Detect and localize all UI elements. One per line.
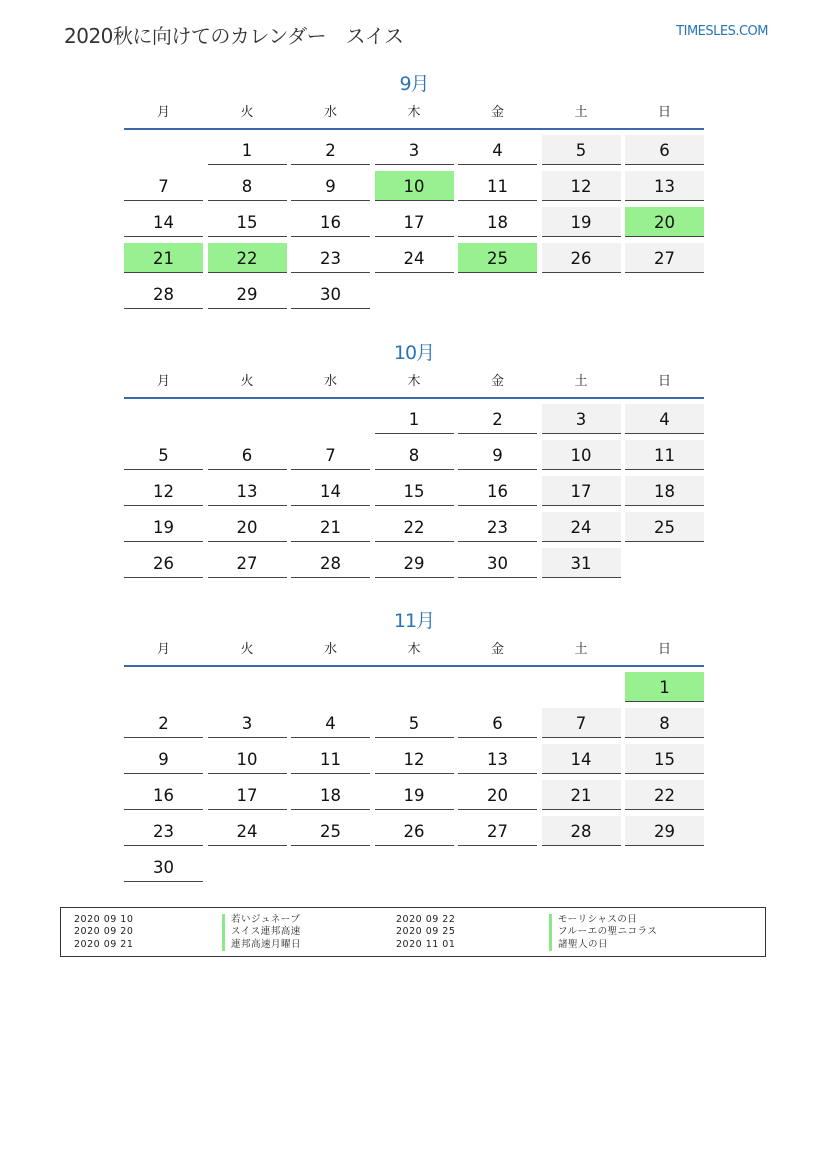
day-cell[interactable]: 31 [542,548,621,578]
weekday-label: 金 [490,105,504,120]
day-cell[interactable]: 24 [375,243,454,273]
empty-cell [291,404,370,434]
day-cell[interactable]: 3 [542,404,621,434]
empty-cell [208,672,287,702]
empty-cell [208,852,287,882]
day-cell[interactable]: 13 [625,171,704,201]
day-cell[interactable]: 27 [208,548,287,578]
day-cell[interactable]: 30 [291,279,370,309]
legend-holiday-name: 若いジュネーブ [222,914,301,926]
legend-names-left [222,914,301,951]
header-divider [124,397,704,399]
day-cell[interactable]: 20 [625,207,704,237]
day-cell[interactable]: 21 [542,780,621,810]
empty-cell [542,852,621,882]
day-cell[interactable]: 3 [208,708,287,738]
day-cell[interactable]: 25 [458,243,537,273]
weekday-label: 土 [574,642,588,657]
weekday-label: 金 [490,642,504,657]
empty-cell [458,279,537,309]
legend-holiday-name: モーリシャスの日 [549,914,657,926]
week-row [124,404,704,434]
day-cell[interactable]: 6 [208,440,287,470]
week-row [124,476,704,506]
day-cell[interactable]: 24 [208,816,287,846]
day-cell[interactable]: 18 [458,207,537,237]
week-row [124,852,704,882]
day-cell[interactable]: 16 [458,476,537,506]
day-cell[interactable]: 14 [542,744,621,774]
day-cell[interactable]: 4 [291,708,370,738]
week-row [124,512,704,542]
header-divider [124,665,704,667]
day-cell[interactable]: 15 [625,744,704,774]
day-cell[interactable]: 15 [208,207,287,237]
weekday-label: 木 [407,105,421,120]
day-cell[interactable]: 19 [375,780,454,810]
empty-cell [542,279,621,309]
month-calendar [124,607,704,888]
legend-dates-left [74,914,133,951]
day-cell[interactable]: 6 [625,135,704,165]
month-title: 9月 [399,73,429,95]
week-row [124,207,704,237]
day-cell[interactable]: 29 [625,816,704,846]
legend-dates-right [396,914,455,951]
week-row [124,279,704,309]
page-title: 2020秋に向けてのカレンダー スイス [64,24,404,48]
day-cell[interactable]: 1 [208,135,287,165]
day-cell[interactable]: 6 [458,708,537,738]
week-row [124,171,704,201]
day-cell[interactable]: 7 [124,171,203,201]
empty-cell [625,852,704,882]
day-cell[interactable]: 3 [375,135,454,165]
weekday-header [124,100,704,126]
week-row [124,243,704,273]
day-cell[interactable]: 22 [625,780,704,810]
weekday-label: 月 [156,374,170,389]
day-cell[interactable]: 17 [375,207,454,237]
day-cell[interactable]: 28 [291,548,370,578]
weekday-header [124,637,704,663]
day-cell[interactable]: 13 [208,476,287,506]
month-calendar [124,339,704,584]
empty-cell [124,404,203,434]
day-cell[interactable]: 5 [375,708,454,738]
day-cell[interactable]: 25 [291,816,370,846]
legend-holiday-name: フルーエの聖ニコラス [549,926,657,938]
day-cell[interactable]: 24 [542,512,621,542]
day-cell[interactable]: 7 [291,440,370,470]
day-cell[interactable]: 16 [291,207,370,237]
weekday-label: 日 [657,105,671,120]
day-cell[interactable]: 23 [458,512,537,542]
day-cell[interactable]: 17 [208,780,287,810]
day-cell[interactable]: 27 [625,243,704,273]
weekday-label: 火 [240,374,254,389]
day-cell[interactable]: 16 [124,780,203,810]
day-cell[interactable]: 26 [124,548,203,578]
legend-holiday-name: 連邦高速月曜日 [222,939,301,951]
day-cell[interactable]: 30 [458,548,537,578]
legend-date: 2020 11 01 [396,938,456,950]
empty-cell [375,672,454,702]
empty-cell [124,135,203,165]
week-row [124,672,704,702]
legend-holiday-name: スイス連邦高速 [222,926,301,938]
week-row [124,548,704,578]
weekday-label: 水 [323,105,337,120]
day-cell[interactable]: 22 [375,512,454,542]
day-cell[interactable]: 12 [124,476,203,506]
day-cell[interactable]: 2 [458,404,537,434]
month-title: 10月 [393,342,435,364]
day-cell[interactable]: 21 [291,512,370,542]
empty-cell [375,852,454,882]
day-cell[interactable]: 10 [375,171,454,201]
day-cell[interactable]: 28 [124,279,203,309]
week-row [124,708,704,738]
day-cell[interactable]: 9 [124,744,203,774]
empty-cell [458,672,537,702]
empty-cell [625,279,704,309]
day-cell[interactable]: 8 [208,171,287,201]
week-row [124,744,704,774]
day-cell[interactable]: 21 [124,243,203,273]
month-title: 11月 [393,610,435,632]
day-cell[interactable]: 26 [542,243,621,273]
day-cell[interactable]: 20 [458,780,537,810]
day-cell[interactable]: 22 [208,243,287,273]
day-cell[interactable]: 29 [208,279,287,309]
day-cell[interactable]: 12 [542,171,621,201]
weekday-label: 日 [657,642,671,657]
day-cell[interactable]: 18 [625,476,704,506]
legend-date: 2020 09 21 [74,938,134,950]
empty-cell [291,852,370,882]
day-cell[interactable]: 23 [291,243,370,273]
day-cell[interactable]: 8 [375,440,454,470]
empty-cell [625,548,704,578]
day-cell[interactable]: 11 [625,440,704,470]
day-cell[interactable]: 11 [458,171,537,201]
weekday-label: 土 [574,374,588,389]
day-cell[interactable]: 18 [291,780,370,810]
weekday-label: 土 [574,105,588,120]
day-cell[interactable]: 9 [291,171,370,201]
legend-date: 2020 09 25 [396,926,456,938]
day-cell[interactable]: 26 [375,816,454,846]
day-cell[interactable]: 17 [542,476,621,506]
day-cell[interactable]: 27 [458,816,537,846]
day-cell[interactable]: 7 [542,708,621,738]
weekday-label: 木 [407,642,421,657]
day-cell[interactable]: 14 [291,476,370,506]
weekday-label: 木 [407,374,421,389]
weekday-label: 金 [490,374,504,389]
day-cell[interactable]: 10 [208,744,287,774]
day-cell[interactable]: 9 [458,440,537,470]
weekday-label: 水 [323,642,337,657]
weekday-label: 月 [156,105,170,120]
day-cell[interactable]: 13 [458,744,537,774]
weekday-header [124,369,704,395]
week-row [124,135,704,165]
day-cell[interactable]: 29 [375,548,454,578]
legend-date: 2020 09 20 [74,926,134,938]
weekday-label: 月 [156,642,170,657]
day-cell[interactable]: 4 [625,404,704,434]
day-cell[interactable]: 4 [458,135,537,165]
day-cell[interactable]: 8 [625,708,704,738]
day-cell[interactable]: 12 [375,744,454,774]
day-cell[interactable]: 10 [542,440,621,470]
empty-cell [208,404,287,434]
empty-cell [458,852,537,882]
week-row [124,816,704,846]
empty-cell [542,672,621,702]
day-cell[interactable]: 25 [625,512,704,542]
day-cell[interactable]: 19 [542,207,621,237]
day-cell[interactable]: 28 [542,816,621,846]
day-cell[interactable]: 23 [124,816,203,846]
week-row [124,780,704,810]
day-cell[interactable]: 19 [124,512,203,542]
empty-cell [375,279,454,309]
day-cell[interactable]: 1 [375,404,454,434]
month-calendar [124,70,704,315]
legend-names-right [549,914,657,951]
week-row [124,440,704,470]
day-cell[interactable]: 30 [124,852,203,882]
day-cell[interactable]: 5 [124,440,203,470]
legend-date: 2020 09 22 [396,914,456,925]
day-cell[interactable]: 2 [124,708,203,738]
weekday-label: 水 [323,374,337,389]
day-cell[interactable]: 5 [542,135,621,165]
weekday-label: 火 [240,105,254,120]
header-divider [124,128,704,130]
empty-cell [124,672,203,702]
day-cell[interactable]: 2 [291,135,370,165]
day-cell[interactable]: 11 [291,744,370,774]
legend-holiday-name: 諸聖人の日 [549,939,657,951]
weekday-label: 日 [657,374,671,389]
day-cell[interactable]: 1 [625,672,704,702]
site-name[interactable]: TIMESLES.COM [676,24,768,39]
holiday-legend [60,907,766,957]
day-cell[interactable]: 20 [208,512,287,542]
empty-cell [291,672,370,702]
weekday-label: 火 [240,642,254,657]
legend-date: 2020 09 10 [74,914,134,925]
day-cell[interactable]: 14 [124,207,203,237]
day-cell[interactable]: 15 [375,476,454,506]
